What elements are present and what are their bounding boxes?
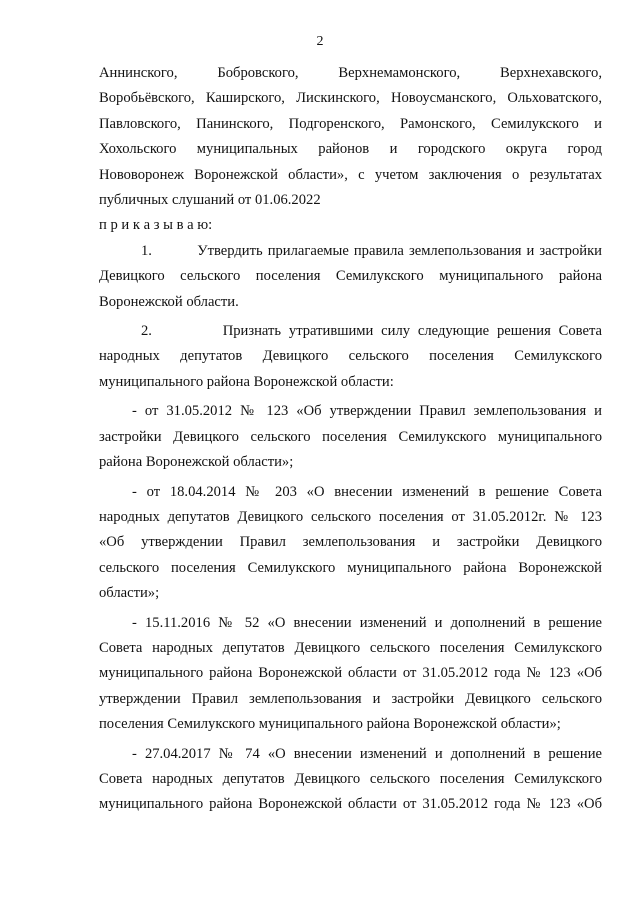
item-1-paragraph [99, 239, 602, 315]
item-2-paragraph [99, 319, 602, 395]
text-line: Аннинского, Бобровского, Верхнемамонского, Верхнехавского, [99, 65, 602, 81]
intro-paragraph [99, 61, 602, 213]
decision-list-item [99, 611, 602, 738]
text-line: Воронежской области. [99, 293, 239, 310]
text-line: Хохольского муниципальных районов и городского округа город [99, 141, 602, 158]
text-line: 1. Утвердить прилагаемые правила землепользования и застройки [141, 242, 602, 259]
text-line: Девицкого сельского поселения Семилукского муниципального района [99, 268, 602, 285]
text-line: утверждении Правил землепользования и застройки Девицкого сельского [99, 690, 602, 707]
text-line: Совета народных депутатов Девицкого сельского поселения Семилукского [99, 770, 602, 787]
text-line: поселения Семилукского муниципального района Воронежской области»; [99, 716, 561, 733]
text-line: застройки Девицкого сельского поселения Семилукского муниципального [99, 428, 602, 445]
text-line: муниципального района Воронежской области от 31.05.2012 года № 123 «Об [99, 665, 602, 682]
decision-list-item [99, 742, 602, 818]
text-line: публичных слушаний от 01.06.2022 [99, 192, 321, 209]
text-line: - от 31.05.2012 № 123 «Об утверждении Правил землепользования и [132, 403, 602, 420]
page-number: 2 [316, 34, 324, 49]
text-line: 2. Признать утратившими силу следующие решения Совета [141, 323, 602, 340]
text-line: «Об утверждении Правил землепользования и застройки Девицкого [99, 534, 602, 551]
text-line: Павловского, Панинского, Подгоренского, Рамонского, Семилукского и [99, 115, 602, 132]
text-line: муниципального района Воронежской области от 31.05.2012 года № 123 «Об [99, 796, 602, 813]
text-line: п р и к а з ы в а ю: [99, 217, 213, 234]
text-line: района Воронежской области»; [99, 454, 294, 471]
decision-list-item [99, 480, 602, 607]
text-line: сельского поселения Семилукского муниципального района Воронежской [99, 559, 602, 576]
text-line: Совета народных депутатов Девицкого сельского поселения Семилукского [99, 639, 602, 656]
document-body [99, 61, 602, 818]
text-line: - 27.04.2017 № 74 «О внесении изменений и дополнений в решение [132, 745, 602, 762]
text-line: народных депутатов Девицкого сельского поселения от 31.05.2012г. № 123 [99, 508, 602, 525]
text-line: Нововоронеж Воронежской области», с учетом заключения о результатах [99, 166, 602, 183]
order-heading [99, 213, 602, 238]
text-line: области»; [99, 585, 160, 602]
decision-list-item [99, 399, 602, 475]
text-line: народных депутатов Девицкого сельского поселения Семилукского [99, 348, 602, 365]
text-line: муниципального района Воронежской области: [99, 373, 394, 390]
text-line: - 15.11.2016 № 52 «О внесении изменений и дополнений в решение [132, 614, 602, 631]
text-line: - от 18.04.2014 № 203 «О внесении изменений в решение Совета [132, 483, 602, 500]
text-line: Воробьёвского, Каширского, Лискинского, Новоусманского, Ольховатского, [99, 90, 602, 107]
